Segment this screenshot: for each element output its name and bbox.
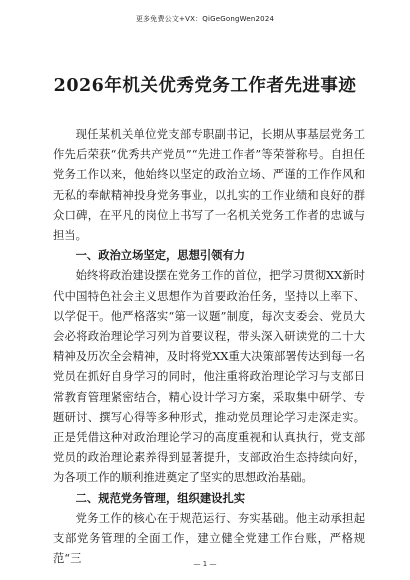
section-2-paragraph: 党务工作的核心在于规范运行、夯实基础。他主动承担起支部党务管理的全面工作，建立健全党建工作台账，严格规范“三	[53, 511, 365, 566]
section-heading-2: 二、规范党务管理，组织建设扎实	[75, 491, 246, 505]
intro-paragraph: 现任某机关单位党支部专职副书记，长期从事基层党务工作先后荣获“优秀共产党员”“先进工作者”等荣誉称号。自担任党务工作以来，他始终以坚定的政治立场、严谨的工作作风和无私的奉献精神投身党务事业，以扎实的工作业绩和良好的群众口碑，在平凡的岗位上书写了一名机关党务工作者的忠诚与担当。	[53, 128, 365, 243]
section-1-paragraph: 始终将政治建设摆在党务工作的首位，把学习贯彻XX新时代中国特色社会主义思想作为首要政治任务，坚持以上率下、以学促干。他严格落实“第一议题”制度，每次支委会、党员大会必将政治理论学习列为首要议程，带头深入研读党的二十大精神及历次全会精神，及时将党XX重大决策部署传达到每一名党员在抓好自身学习的同时，他注重将政治理论学习与支部日常教育管理紧密结合，精心设计学习方案，采取集中研学、专题研讨、撰写心得等多种形式，推动党员理论学习走深走实。正是凭借这种对政治理论学习的高度重视和认真执行，党支部党员的政治理论素养得到显著提升，支部政治生态持续向好，为各项工作的顺利推进奠定了坚实的思想政治基础。	[53, 269, 365, 485]
page-header: 更多免费公文+VX：QiGeGongWen2024	[135, 15, 275, 23]
document-title: 2026年机关优秀党务工作者先进事迹	[53, 76, 357, 96]
page-number: — 1 —	[193, 560, 217, 568]
section-heading-1: 一、政治立场坚定，思想引领有力	[75, 249, 246, 263]
document-body	[53, 125, 365, 569]
